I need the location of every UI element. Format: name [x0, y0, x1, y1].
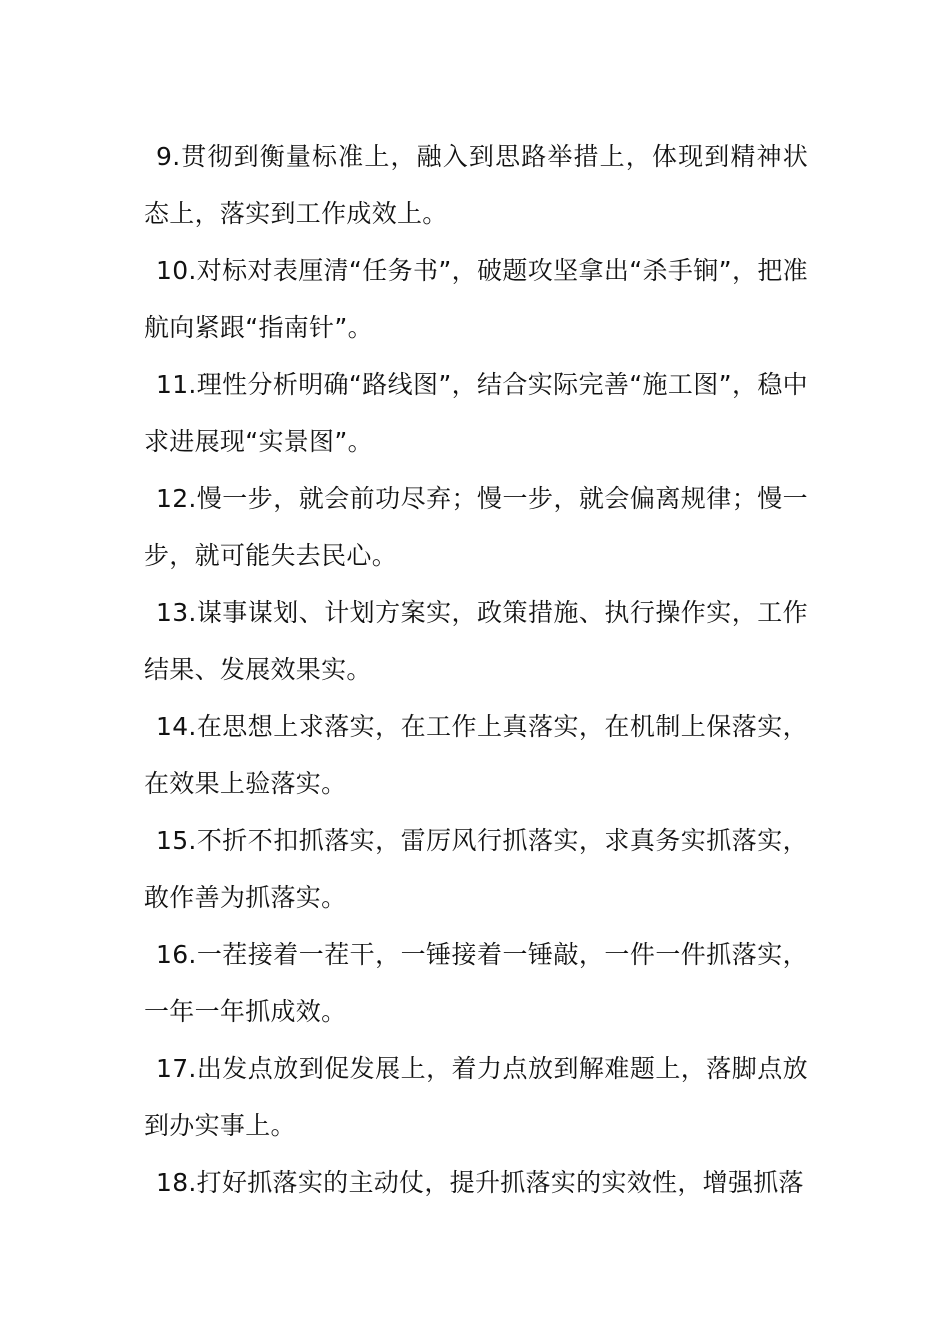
paragraph-item-10: 10.对标对表厘清“任务书”，破题攻坚拿出“杀手锏”，把准航向紧跟“指南针”。: [144, 256, 808, 342]
paragraph-item-12: 12.慢一步，就会前功尽弃；慢一步，就会偏离规律；慢一步，就可能失去民心。: [144, 484, 808, 570]
paragraph-item-18: 18.打好抓落实的主动仗，提升抓落实的实效性，增强抓落: [156, 1168, 804, 1197]
paragraph-item-13: 13.谋事谋划、计划方案实，政策措施、执行操作实，工作结果、发展效果实。: [144, 598, 808, 684]
document-body: [144, 128, 808, 1211]
paragraph-item-14: 14.在思想上求落实，在工作上真落实，在机制上保落实，在效果上验落实。: [144, 712, 808, 798]
paragraph-item-16: 16.一茬接着一茬干，一锤接着一锤敲，一件一件抓落实，一年一年抓成效。: [144, 940, 808, 1026]
paragraph-item-17: 17.出发点放到促发展上，着力点放到解难题上，落脚点放到办实事上。: [144, 1054, 808, 1140]
paragraph-item-11: 11.理性分析明确“路线图”，结合实际完善“施工图”，稳中求进展现“实景图”。: [144, 370, 808, 456]
paragraph-item-9: 9.贯彻到衡量标准上，融入到思路举措上，体现到精神状态上，落实到工作成效上。: [144, 142, 808, 228]
paragraph-item-15: 15.不折不扣抓落实，雷厉风行抓落实，求真务实抓落实，敢作善为抓落实。: [144, 826, 808, 912]
